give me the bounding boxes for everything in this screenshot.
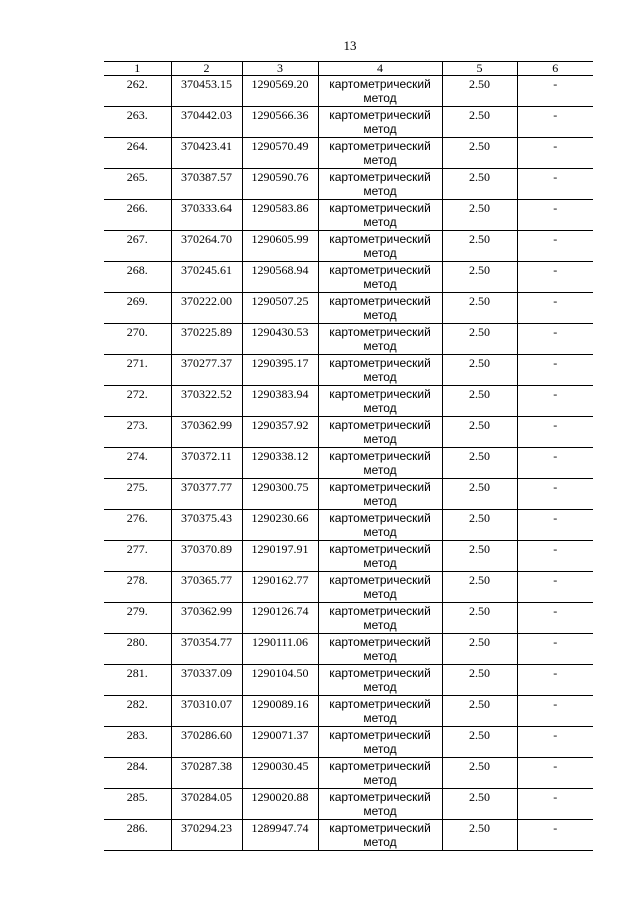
coord-y: 1290030.45 (242, 758, 318, 789)
table-row (104, 479, 593, 510)
method-cell (318, 448, 442, 479)
method-line-1: картометрический (329, 790, 431, 804)
coord-y: 1290430.53 (242, 324, 318, 355)
method-line-2: метод (363, 680, 397, 694)
coord-y: 1290568.94 (242, 262, 318, 293)
point-number: 277. (104, 541, 171, 572)
method-line-2: метод (363, 153, 397, 167)
table-row (104, 789, 593, 820)
coord-y: 1290197.91 (242, 541, 318, 572)
method-cell (318, 479, 442, 510)
method-line-1: картометрический (329, 263, 431, 277)
coord-x: 370362.99 (171, 417, 242, 448)
method-cell (318, 541, 442, 572)
accuracy: 2.50 (442, 76, 517, 107)
coord-x: 370354.77 (171, 634, 242, 665)
accuracy: 2.50 (442, 262, 517, 293)
table-row (104, 634, 593, 665)
method-line-2: метод (363, 742, 397, 756)
method-line-2: метод (363, 122, 397, 136)
method-line-1: картометрический (329, 821, 431, 835)
point-number: 272. (104, 386, 171, 417)
method-line-1: картометрический (329, 325, 431, 339)
table-row (104, 355, 593, 386)
method-cell (318, 510, 442, 541)
method-line-1: картометрический (329, 77, 431, 91)
coord-x: 370287.38 (171, 758, 242, 789)
method-line-1: картометрический (329, 170, 431, 184)
accuracy: 2.50 (442, 665, 517, 696)
table-row (104, 448, 593, 479)
point-number: 285. (104, 789, 171, 820)
point-number: 276. (104, 510, 171, 541)
method-line-2: метод (363, 401, 397, 415)
table-row (104, 603, 593, 634)
method-line-2: метод (363, 587, 397, 601)
point-number: 274. (104, 448, 171, 479)
table-row (104, 510, 593, 541)
method-line-2: метод (363, 525, 397, 539)
point-number: 281. (104, 665, 171, 696)
point-number: 267. (104, 231, 171, 262)
method-cell (318, 200, 442, 231)
accuracy: 2.50 (442, 572, 517, 603)
method-line-1: картометрический (329, 418, 431, 432)
coord-x: 370322.52 (171, 386, 242, 417)
coord-x: 370453.15 (171, 76, 242, 107)
method-line-2: метод (363, 308, 397, 322)
col-6-value: - (517, 417, 593, 448)
method-line-2: метод (363, 277, 397, 291)
method-cell (318, 231, 442, 262)
accuracy: 2.50 (442, 355, 517, 386)
coord-x: 370377.77 (171, 479, 242, 510)
coord-x: 370423.41 (171, 138, 242, 169)
coord-y: 1290570.49 (242, 138, 318, 169)
coord-y: 1290111.06 (242, 634, 318, 665)
table-body (104, 76, 593, 851)
method-line-2: метод (363, 649, 397, 663)
coord-y: 1290338.12 (242, 448, 318, 479)
coord-x: 370294.23 (171, 820, 242, 851)
coord-y: 1290566.36 (242, 107, 318, 138)
method-line-2: метод (363, 339, 397, 353)
coord-x: 370286.60 (171, 727, 242, 758)
coord-y: 1290162.77 (242, 572, 318, 603)
method-line-1: картометрический (329, 139, 431, 153)
point-number: 286. (104, 820, 171, 851)
col-6-value: - (517, 758, 593, 789)
accuracy: 2.50 (442, 293, 517, 324)
method-cell (318, 696, 442, 727)
method-line-1: картометрический (329, 635, 431, 649)
coord-y: 1290089.16 (242, 696, 318, 727)
coord-y: 1290104.50 (242, 665, 318, 696)
header-col-5: 5 (442, 62, 517, 76)
method-line-2: метод (363, 184, 397, 198)
method-line-2: метод (363, 246, 397, 260)
accuracy: 2.50 (442, 138, 517, 169)
method-line-1: картометрический (329, 728, 431, 742)
coord-y: 1290590.76 (242, 169, 318, 200)
accuracy: 2.50 (442, 541, 517, 572)
method-line-2: метод (363, 835, 397, 849)
col-6-value: - (517, 510, 593, 541)
header-col-4: 4 (318, 62, 442, 76)
col-6-value: - (517, 572, 593, 603)
point-number: 275. (104, 479, 171, 510)
coord-y: 1290605.99 (242, 231, 318, 262)
coord-x: 370264.70 (171, 231, 242, 262)
method-cell (318, 758, 442, 789)
coordinates-table (104, 61, 593, 851)
accuracy: 2.50 (442, 448, 517, 479)
accuracy: 2.50 (442, 386, 517, 417)
coord-y: 1290300.75 (242, 479, 318, 510)
method-line-1: картометрический (329, 232, 431, 246)
point-number: 262. (104, 76, 171, 107)
method-line-1: картометрический (329, 511, 431, 525)
coord-y: 1290020.88 (242, 789, 318, 820)
table-row (104, 293, 593, 324)
col-6-value: - (517, 541, 593, 572)
col-6-value: - (517, 479, 593, 510)
point-number: 264. (104, 138, 171, 169)
method-cell (318, 572, 442, 603)
header-col-1: 1 (104, 62, 171, 76)
coord-y: 1290569.20 (242, 76, 318, 107)
coord-x: 370362.99 (171, 603, 242, 634)
method-cell (318, 634, 442, 665)
point-number: 270. (104, 324, 171, 355)
coord-y: 1290071.37 (242, 727, 318, 758)
method-cell (318, 262, 442, 293)
col-6-value: - (517, 603, 593, 634)
method-line-1: картометрический (329, 573, 431, 587)
table-row (104, 727, 593, 758)
method-line-2: метод (363, 556, 397, 570)
accuracy: 2.50 (442, 231, 517, 262)
method-line-1: картометрический (329, 666, 431, 680)
col-6-value: - (517, 386, 593, 417)
method-cell (318, 789, 442, 820)
method-cell (318, 820, 442, 851)
accuracy: 2.50 (442, 510, 517, 541)
table-row (104, 138, 593, 169)
coord-y: 1290357.92 (242, 417, 318, 448)
point-number: 269. (104, 293, 171, 324)
table-header (104, 62, 593, 76)
table-row (104, 200, 593, 231)
method-line-2: метод (363, 215, 397, 229)
coord-x: 370370.89 (171, 541, 242, 572)
method-line-1: картометрический (329, 294, 431, 308)
point-number: 271. (104, 355, 171, 386)
coord-x: 370372.11 (171, 448, 242, 479)
table-row (104, 758, 593, 789)
col-6-value: - (517, 634, 593, 665)
method-cell (318, 386, 442, 417)
method-line-1: картометрический (329, 449, 431, 463)
method-line-1: картометрический (329, 201, 431, 215)
method-line-2: метод (363, 773, 397, 787)
coord-y: 1289947.74 (242, 820, 318, 851)
method-cell (318, 107, 442, 138)
coord-x: 370442.03 (171, 107, 242, 138)
accuracy: 2.50 (442, 169, 517, 200)
table-row (104, 76, 593, 107)
coord-x: 370365.77 (171, 572, 242, 603)
col-6-value: - (517, 107, 593, 138)
method-line-2: метод (363, 618, 397, 632)
coord-x: 370222.00 (171, 293, 242, 324)
header-row (104, 62, 593, 76)
table-row (104, 386, 593, 417)
method-line-2: метод (363, 370, 397, 384)
method-line-1: картометрический (329, 542, 431, 556)
header-col-2: 2 (171, 62, 242, 76)
point-number: 279. (104, 603, 171, 634)
method-cell (318, 76, 442, 107)
accuracy: 2.50 (442, 758, 517, 789)
method-cell (318, 603, 442, 634)
point-number: 282. (104, 696, 171, 727)
point-number: 283. (104, 727, 171, 758)
accuracy: 2.50 (442, 324, 517, 355)
col-6-value: - (517, 355, 593, 386)
coord-x: 370284.05 (171, 789, 242, 820)
col-6-value: - (517, 665, 593, 696)
accuracy: 2.50 (442, 727, 517, 758)
table-row (104, 572, 593, 603)
method-line-1: картометрический (329, 604, 431, 618)
col-6-value: - (517, 789, 593, 820)
accuracy: 2.50 (442, 634, 517, 665)
method-line-2: метод (363, 432, 397, 446)
coord-y: 1290395.17 (242, 355, 318, 386)
point-number: 284. (104, 758, 171, 789)
header-col-6: 6 (517, 62, 593, 76)
coord-x: 370225.89 (171, 324, 242, 355)
method-cell (318, 417, 442, 448)
point-number: 273. (104, 417, 171, 448)
table-row (104, 541, 593, 572)
method-cell (318, 355, 442, 386)
col-6-value: - (517, 200, 593, 231)
coord-y: 1290230.66 (242, 510, 318, 541)
col-6-value: - (517, 820, 593, 851)
table-row (104, 231, 593, 262)
method-line-1: картометрический (329, 108, 431, 122)
method-cell (318, 138, 442, 169)
col-6-value: - (517, 169, 593, 200)
point-number: 278. (104, 572, 171, 603)
method-cell (318, 727, 442, 758)
coord-y: 1290383.94 (242, 386, 318, 417)
col-6-value: - (517, 448, 593, 479)
col-6-value: - (517, 76, 593, 107)
accuracy: 2.50 (442, 789, 517, 820)
col-6-value: - (517, 231, 593, 262)
point-number: 263. (104, 107, 171, 138)
method-cell (318, 324, 442, 355)
coord-x: 370277.37 (171, 355, 242, 386)
table-row (104, 169, 593, 200)
accuracy: 2.50 (442, 417, 517, 448)
method-line-1: картометрический (329, 759, 431, 773)
point-number: 280. (104, 634, 171, 665)
method-line-2: метод (363, 711, 397, 725)
point-number: 268. (104, 262, 171, 293)
coord-y: 1290583.86 (242, 200, 318, 231)
coord-x: 370387.57 (171, 169, 242, 200)
accuracy: 2.50 (442, 696, 517, 727)
coord-x: 370337.09 (171, 665, 242, 696)
header-col-3: 3 (242, 62, 318, 76)
point-number: 265. (104, 169, 171, 200)
method-line-2: метод (363, 463, 397, 477)
method-line-2: метод (363, 804, 397, 818)
table-row (104, 417, 593, 448)
table-row (104, 696, 593, 727)
point-number: 266. (104, 200, 171, 231)
col-6-value: - (517, 262, 593, 293)
table-row (104, 324, 593, 355)
accuracy: 2.50 (442, 479, 517, 510)
accuracy: 2.50 (442, 820, 517, 851)
method-line-1: картометрический (329, 387, 431, 401)
method-line-1: картометрический (329, 697, 431, 711)
coord-y: 1290126.74 (242, 603, 318, 634)
table-row (104, 820, 593, 851)
table-row (104, 107, 593, 138)
method-cell (318, 665, 442, 696)
method-line-2: метод (363, 91, 397, 105)
coord-x: 370375.43 (171, 510, 242, 541)
accuracy: 2.50 (442, 603, 517, 634)
accuracy: 2.50 (442, 107, 517, 138)
method-cell (318, 169, 442, 200)
col-6-value: - (517, 324, 593, 355)
coord-y: 1290507.25 (242, 293, 318, 324)
method-line-2: метод (363, 494, 397, 508)
table-row (104, 262, 593, 293)
col-6-value: - (517, 696, 593, 727)
coord-x: 370245.61 (171, 262, 242, 293)
accuracy: 2.50 (442, 200, 517, 231)
col-6-value: - (517, 293, 593, 324)
table-row (104, 665, 593, 696)
method-line-1: картометрический (329, 480, 431, 494)
method-line-1: картометрический (329, 356, 431, 370)
method-cell (318, 293, 442, 324)
page-number: 13 (343, 38, 357, 53)
col-6-value: - (517, 138, 593, 169)
col-6-value: - (517, 727, 593, 758)
coord-x: 370310.07 (171, 696, 242, 727)
coord-x: 370333.64 (171, 200, 242, 231)
